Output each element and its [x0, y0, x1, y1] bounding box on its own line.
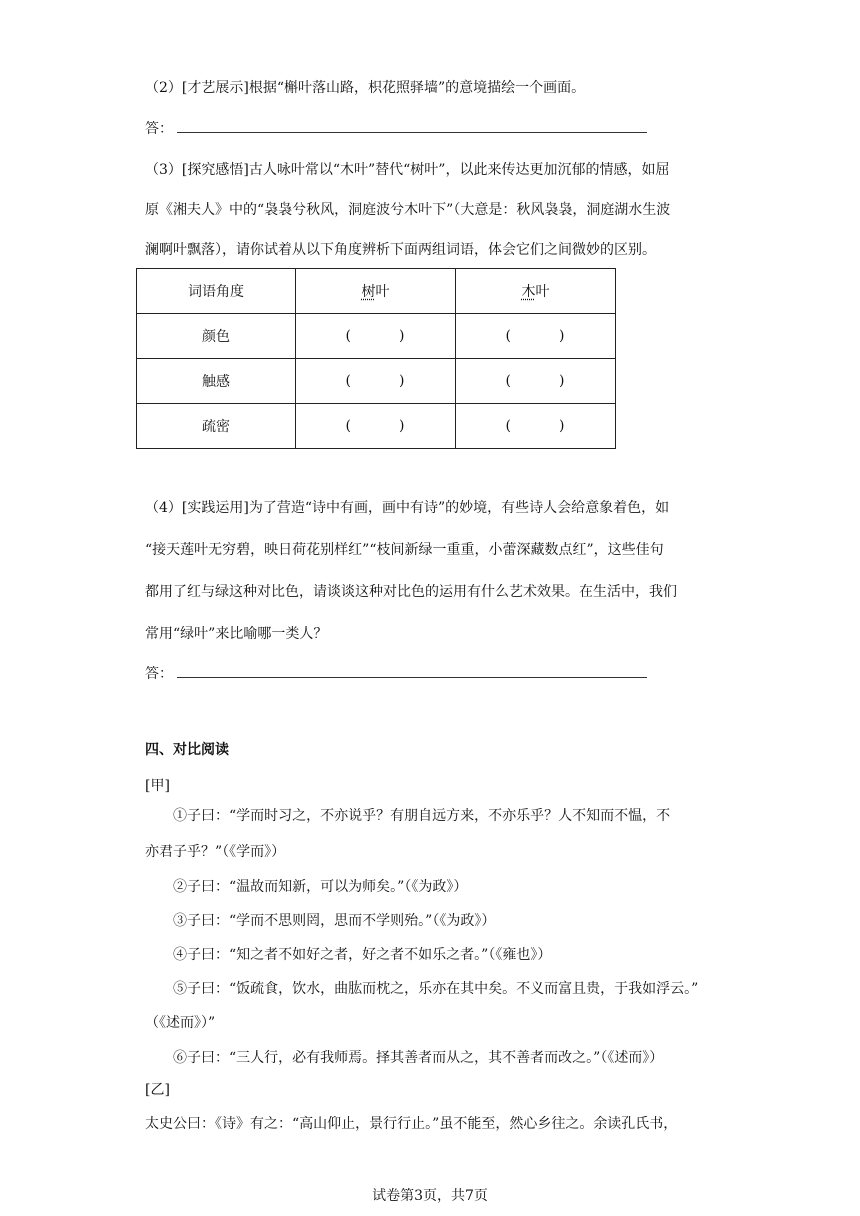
question-4-line-4: 常用“绿叶”来比喻哪一类人？: [145, 626, 328, 642]
answer-label: 答：: [145, 121, 173, 137]
table-header-muye: [456, 269, 616, 314]
open-paren: (: [345, 418, 351, 434]
open-paren: (: [345, 373, 351, 389]
close-paren: ): [558, 328, 565, 344]
question-4-line-1: （4）[实践运用]为了营造“诗中有画，画中有诗”的妙境，有些诗人会给意象着色，如: [145, 500, 670, 516]
open-paren: (: [505, 328, 511, 344]
question-3-line-3: 澜啊叶飘落），请你试着从以下角度辨析下面两组词语，体会它们之间微妙的区别。: [145, 242, 656, 258]
list-item: ④子曰：“知之者不如好之者，好之者不如乐之者。”（《雍也》）: [173, 947, 552, 963]
row-label: 触感: [137, 359, 296, 404]
row-label: 疏密: [137, 404, 296, 449]
fill-blank[interactable]: [296, 314, 456, 359]
question-4-line-2: “接天莲叶无穷碧，映日荷花别样红”“枝间新绿一重重，小蕾深藏数点红”，这些佳句: [145, 542, 664, 558]
list-item: ①子曰：“学而时习之，不亦说乎？有朋自远方来，不亦乐乎？人不知而不愠，不: [173, 808, 671, 824]
open-paren: (: [505, 418, 511, 434]
question-3-line-2: 原《湘夫人》中的“袅袅兮秋风，洞庭波兮木叶下”（大意是：秋风袅袅，洞庭湖水生波: [145, 202, 671, 218]
table-row: [137, 359, 616, 404]
fill-blank[interactable]: [456, 314, 616, 359]
fill-blank[interactable]: [296, 404, 456, 449]
table-header-shuye: [296, 269, 456, 314]
open-paren: (: [505, 373, 511, 389]
passage-yi-text: 太史公曰：《诗》有之：“高山仰止，景行行止。”虽不能至，然心乡往之。余读孔氏书，: [145, 1116, 678, 1132]
list-item: ⑤子曰：“饭疏食，饮水，曲肱而枕之，乐亦在其中矣。不义而富且贵，于我如浮云。”: [173, 981, 699, 997]
question-4-line-3: 都用了红与绿这种对比色，请谈谈这种对比色的运用有什么艺术效果。在生活中，我们: [145, 584, 677, 600]
question-2-answer-line: [145, 119, 647, 139]
answer-blank: [177, 120, 647, 133]
passage-jia-label: [甲]: [145, 778, 170, 794]
header-char: 叶: [535, 284, 550, 300]
table-header-angle: 词语角度: [137, 269, 296, 314]
section-title: 四、对比阅读: [145, 742, 229, 758]
table-row: [137, 314, 616, 359]
emphasis-char: 木: [521, 284, 536, 300]
emphasis-char: 树: [361, 284, 376, 300]
word-comparison-table: [136, 268, 616, 449]
fill-blank[interactable]: [456, 359, 616, 404]
table-header-row: [137, 269, 616, 314]
list-item: ③子曰：“学而不思则罔，思而不学则殆。”（《为政》）: [173, 913, 496, 929]
question-4-answer-line: [145, 664, 647, 684]
open-paren: (: [345, 328, 351, 344]
answer-blank: [177, 665, 647, 678]
fill-blank[interactable]: [296, 359, 456, 404]
header-char: 叶: [375, 284, 390, 300]
close-paren: ): [558, 418, 565, 434]
list-item: （《述而》）”: [145, 1015, 216, 1031]
answer-label: 答：: [145, 666, 173, 682]
list-item: ⑥子曰：“三人行，必有我师焉。择其善者而从之，其不善者而改之。”（《述而》）: [173, 1050, 664, 1066]
page-footer: 试卷第3页，共7页: [372, 1188, 488, 1204]
close-paren: ): [398, 328, 405, 344]
close-paren: ): [398, 373, 405, 389]
list-item: 亦君子乎？”（《学而》）: [145, 844, 286, 860]
close-paren: ): [398, 418, 405, 434]
fill-blank[interactable]: [456, 404, 616, 449]
list-item: ②子曰：“温故而知新，可以为师矣。”（《为政》）: [173, 879, 468, 895]
table-row: [137, 404, 616, 449]
question-3-line-1: （3）[探究感悟]古人咏叶常以“木叶”替代“树叶”，以此来传达更加沉郁的情感，如屈: [145, 162, 670, 178]
question-2-text: （2）[才艺展示]根据“槲叶落山路，枳花照驿墙”的意境描绘一个画面。: [145, 80, 586, 96]
passage-yi-label: [乙]: [145, 1082, 170, 1098]
row-label: 颜色: [137, 314, 296, 359]
close-paren: ): [558, 373, 565, 389]
